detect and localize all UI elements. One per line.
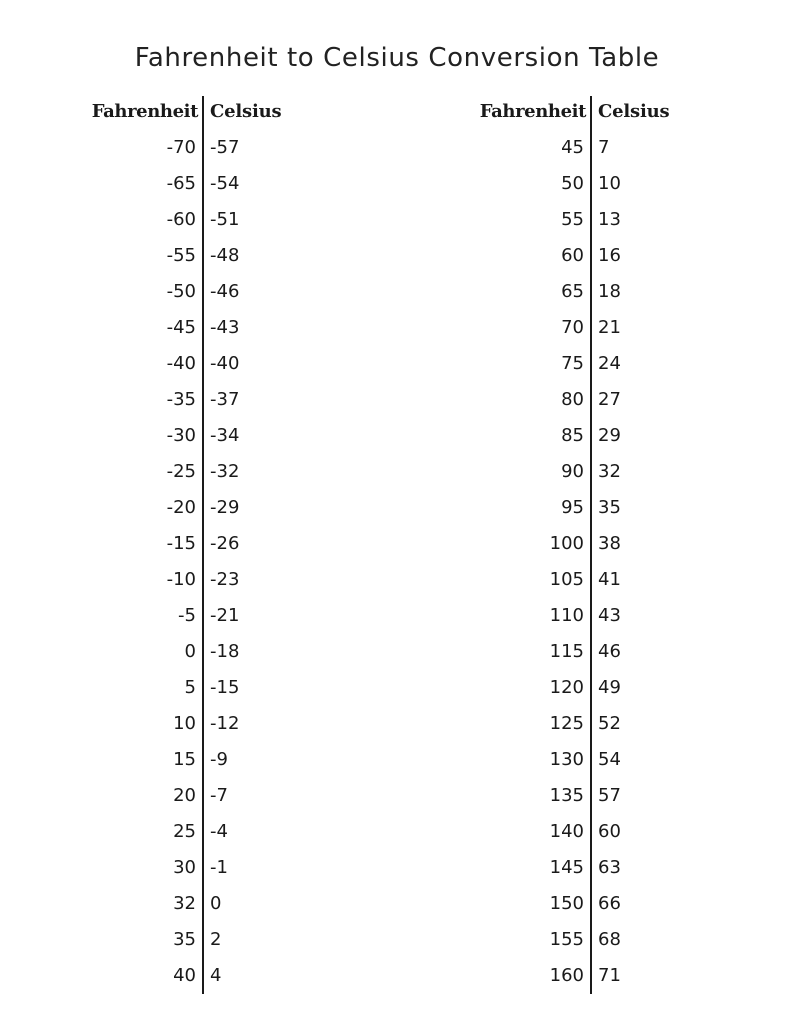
fahrenheit-value: 110 bbox=[549, 605, 584, 626]
fahrenheit-value: 150 bbox=[549, 893, 584, 914]
table-row bbox=[92, 244, 292, 280]
fahrenheit-value: 120 bbox=[549, 677, 584, 698]
table-row bbox=[92, 460, 292, 496]
celsius-value: -1 bbox=[210, 857, 228, 878]
table-row bbox=[92, 856, 292, 892]
table-row bbox=[480, 532, 680, 568]
celsius-value: 38 bbox=[598, 533, 621, 554]
table-row bbox=[92, 388, 292, 424]
celsius-value: -37 bbox=[210, 389, 240, 410]
table-row bbox=[92, 604, 292, 640]
table-row bbox=[480, 712, 680, 748]
celsius-value: -46 bbox=[210, 281, 240, 302]
fahrenheit-value: 60 bbox=[561, 245, 584, 266]
table-row bbox=[480, 136, 680, 172]
celsius-value: -9 bbox=[210, 749, 228, 770]
celsius-value: 71 bbox=[598, 965, 621, 986]
table-row bbox=[480, 964, 680, 1000]
fahrenheit-value: 140 bbox=[549, 821, 584, 842]
table-row bbox=[480, 748, 680, 784]
celsius-value: -57 bbox=[210, 137, 240, 158]
celsius-value: 21 bbox=[598, 317, 621, 338]
table-row bbox=[92, 352, 292, 388]
celsius-value: 66 bbox=[598, 893, 621, 914]
fahrenheit-value: 32 bbox=[173, 893, 196, 914]
celsius-value: -18 bbox=[210, 641, 240, 662]
fahrenheit-value: -60 bbox=[166, 209, 196, 230]
celsius-value: 27 bbox=[598, 389, 621, 410]
fahrenheit-value: 135 bbox=[549, 785, 584, 806]
table-row bbox=[92, 496, 292, 532]
fahrenheit-value: -5 bbox=[178, 605, 196, 626]
table-row bbox=[92, 208, 292, 244]
page-title: Fahrenheit to Celsius Conversion Table bbox=[134, 43, 660, 73]
fahrenheit-value: -45 bbox=[166, 317, 196, 338]
fahrenheit-value: -65 bbox=[166, 173, 196, 194]
table-row bbox=[480, 604, 680, 640]
fahrenheit-value: -15 bbox=[166, 533, 196, 554]
celsius-value: 43 bbox=[598, 605, 621, 626]
conversion-table-left bbox=[92, 96, 292, 994]
table-row bbox=[480, 460, 680, 496]
table-row bbox=[480, 316, 680, 352]
celsius-header: Celsius bbox=[210, 101, 282, 122]
celsius-value: -23 bbox=[210, 569, 240, 590]
fahrenheit-value: 65 bbox=[561, 281, 584, 302]
table-row bbox=[92, 172, 292, 208]
table-row bbox=[480, 784, 680, 820]
table-row bbox=[92, 640, 292, 676]
fahrenheit-value: -20 bbox=[166, 497, 196, 518]
celsius-value: 32 bbox=[598, 461, 621, 482]
fahrenheit-value: 85 bbox=[561, 425, 584, 446]
table-row bbox=[92, 892, 292, 928]
celsius-value: -21 bbox=[210, 605, 240, 626]
fahrenheit-header: Fahrenheit bbox=[91, 101, 198, 122]
celsius-value: 4 bbox=[210, 965, 222, 986]
fahrenheit-value: -10 bbox=[166, 569, 196, 590]
celsius-value: -29 bbox=[210, 497, 240, 518]
fahrenheit-value: 75 bbox=[561, 353, 584, 374]
celsius-value: 60 bbox=[598, 821, 621, 842]
fahrenheit-value: 25 bbox=[173, 821, 196, 842]
fahrenheit-value: 95 bbox=[561, 497, 584, 518]
celsius-value: 35 bbox=[598, 497, 621, 518]
celsius-value: 16 bbox=[598, 245, 621, 266]
celsius-value: -48 bbox=[210, 245, 240, 266]
celsius-value: -12 bbox=[210, 713, 240, 734]
fahrenheit-value: -25 bbox=[166, 461, 196, 482]
fahrenheit-value: -35 bbox=[166, 389, 196, 410]
fahrenheit-value: -50 bbox=[166, 281, 196, 302]
table-row bbox=[92, 748, 292, 784]
fahrenheit-value: 20 bbox=[173, 785, 196, 806]
celsius-value: -26 bbox=[210, 533, 240, 554]
table-row bbox=[480, 388, 680, 424]
fahrenheit-value: 50 bbox=[561, 173, 584, 194]
fahrenheit-value: 145 bbox=[549, 857, 584, 878]
table-row bbox=[92, 316, 292, 352]
celsius-value: -54 bbox=[210, 173, 240, 194]
fahrenheit-value: 15 bbox=[173, 749, 196, 770]
celsius-value: 7 bbox=[598, 137, 610, 158]
table-row bbox=[480, 172, 680, 208]
table-row bbox=[480, 208, 680, 244]
table-row bbox=[92, 928, 292, 964]
celsius-value: -4 bbox=[210, 821, 228, 842]
celsius-header: Celsius bbox=[598, 101, 670, 122]
table-row bbox=[92, 424, 292, 460]
celsius-value: -51 bbox=[210, 209, 240, 230]
celsius-value: 41 bbox=[598, 569, 621, 590]
celsius-value: 13 bbox=[598, 209, 621, 230]
table-row bbox=[480, 352, 680, 388]
celsius-value: 68 bbox=[598, 929, 621, 950]
celsius-value: 54 bbox=[598, 749, 621, 770]
fahrenheit-value: 125 bbox=[549, 713, 584, 734]
fahrenheit-value: -40 bbox=[166, 353, 196, 374]
celsius-value: 46 bbox=[598, 641, 621, 662]
table-row bbox=[92, 820, 292, 856]
table-row bbox=[480, 244, 680, 280]
fahrenheit-value: 45 bbox=[561, 137, 584, 158]
fahrenheit-header: Fahrenheit bbox=[479, 101, 586, 122]
celsius-value: 18 bbox=[598, 281, 621, 302]
table-rows bbox=[480, 136, 680, 1000]
fahrenheit-value: 70 bbox=[561, 317, 584, 338]
celsius-value: -15 bbox=[210, 677, 240, 698]
fahrenheit-value: 55 bbox=[561, 209, 584, 230]
fahrenheit-value: -30 bbox=[166, 425, 196, 446]
table-row bbox=[480, 892, 680, 928]
fahrenheit-value: 160 bbox=[549, 965, 584, 986]
table-row bbox=[92, 568, 292, 604]
conversion-table-right bbox=[480, 96, 680, 994]
table-row bbox=[480, 676, 680, 712]
celsius-value: 0 bbox=[210, 893, 222, 914]
fahrenheit-value: 40 bbox=[173, 965, 196, 986]
table-row bbox=[480, 928, 680, 964]
celsius-value: -43 bbox=[210, 317, 240, 338]
celsius-value: 57 bbox=[598, 785, 621, 806]
table-row bbox=[92, 964, 292, 1000]
table-row bbox=[480, 820, 680, 856]
celsius-value: 29 bbox=[598, 425, 621, 446]
table-row bbox=[480, 568, 680, 604]
table-row bbox=[480, 496, 680, 532]
celsius-value: -40 bbox=[210, 353, 240, 374]
fahrenheit-value: -70 bbox=[166, 137, 196, 158]
celsius-value: -7 bbox=[210, 785, 228, 806]
fahrenheit-value: 105 bbox=[549, 569, 584, 590]
table-row bbox=[92, 280, 292, 316]
fahrenheit-value: -55 bbox=[166, 245, 196, 266]
fahrenheit-value: 130 bbox=[549, 749, 584, 770]
table-row bbox=[92, 136, 292, 172]
table-row bbox=[480, 640, 680, 676]
celsius-value: 10 bbox=[598, 173, 621, 194]
fahrenheit-value: 35 bbox=[173, 929, 196, 950]
table-row bbox=[92, 784, 292, 820]
fahrenheit-value: 100 bbox=[549, 533, 584, 554]
celsius-value: 2 bbox=[210, 929, 222, 950]
table-row bbox=[480, 424, 680, 460]
fahrenheit-value: 115 bbox=[549, 641, 584, 662]
fahrenheit-value: 10 bbox=[173, 713, 196, 734]
fahrenheit-value: 155 bbox=[549, 929, 584, 950]
celsius-value: 49 bbox=[598, 677, 621, 698]
table-row bbox=[92, 676, 292, 712]
fahrenheit-value: 90 bbox=[561, 461, 584, 482]
fahrenheit-value: 0 bbox=[184, 641, 196, 662]
fahrenheit-value: 80 bbox=[561, 389, 584, 410]
celsius-value: 24 bbox=[598, 353, 621, 374]
fahrenheit-value: 30 bbox=[173, 857, 196, 878]
table-row bbox=[480, 280, 680, 316]
table-rows bbox=[92, 136, 292, 1000]
table-row bbox=[92, 532, 292, 568]
celsius-value: -34 bbox=[210, 425, 240, 446]
celsius-value: 63 bbox=[598, 857, 621, 878]
celsius-value: -32 bbox=[210, 461, 240, 482]
celsius-value: 52 bbox=[598, 713, 621, 734]
fahrenheit-value: 5 bbox=[184, 677, 196, 698]
table-row bbox=[480, 856, 680, 892]
table-row bbox=[92, 712, 292, 748]
